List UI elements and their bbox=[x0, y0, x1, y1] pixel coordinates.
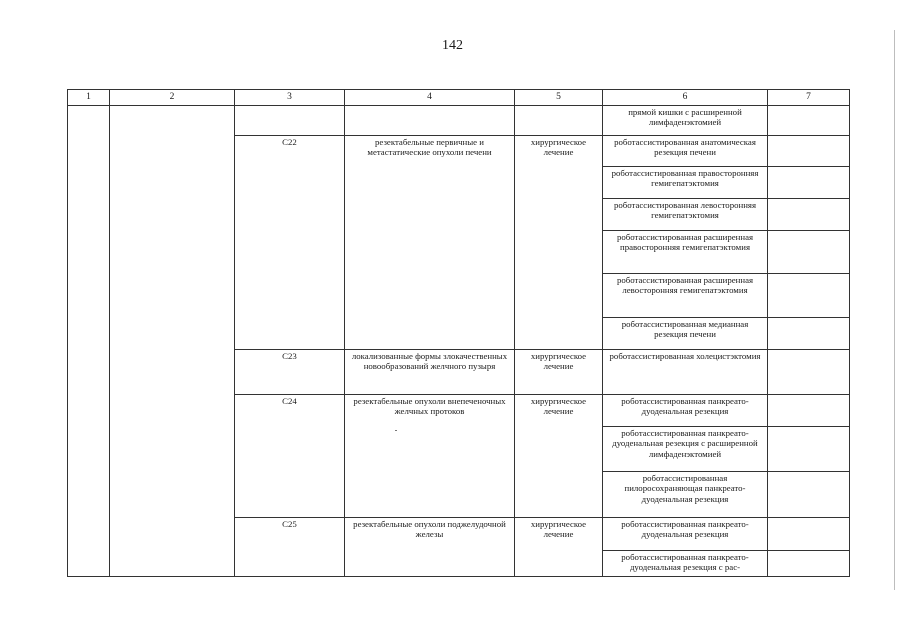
treatment-cell: хирургическое лечение bbox=[515, 395, 603, 518]
procedure-cell: роботассистированная панкреато-дуоденальная резекция с расширенной лимфаденэктомией bbox=[603, 427, 768, 472]
header-cell-4: 4 bbox=[345, 90, 515, 106]
code-cell: C22 bbox=[235, 136, 345, 350]
procedure-cell: роботассистированная панкреато-дуоденальная резекция bbox=[603, 518, 768, 551]
procedure-cell: роботассистированная правосторонняя гемигепатэктомия bbox=[603, 167, 768, 199]
medical-care-table bbox=[67, 89, 850, 577]
procedure-cell: роботассистированная анатомическая резекция печени bbox=[603, 136, 768, 167]
col1-cell bbox=[68, 106, 110, 577]
header-cell-2: 2 bbox=[110, 90, 235, 106]
col7-cell bbox=[768, 136, 850, 167]
condition-cell bbox=[345, 106, 515, 136]
condition-cell: резектабельные первичные и метастатические опухоли печени bbox=[345, 136, 515, 350]
procedure-cell: роботассистированная холецистэктомия bbox=[603, 350, 768, 395]
col7-cell bbox=[768, 472, 850, 518]
condition-cell: локализованные формы злокачественных новообразований желчного пузыря bbox=[345, 350, 515, 395]
col2-cell bbox=[110, 106, 235, 577]
header-cell-7: 7 bbox=[768, 90, 850, 106]
procedure-cell: прямой кишки с расширенной лимфаденэктомией bbox=[603, 106, 768, 136]
col7-cell bbox=[768, 274, 850, 318]
header-cell-5: 5 bbox=[515, 90, 603, 106]
header-cell-6: 6 bbox=[603, 90, 768, 106]
col7-cell bbox=[768, 551, 850, 577]
col7-cell bbox=[768, 318, 850, 350]
treatment-cell: хирургическое лечение bbox=[515, 350, 603, 395]
header-cell-3: 3 bbox=[235, 90, 345, 106]
procedure-cell: роботассистированная пилоросохраняющая панкреато-дуоденальная резекция bbox=[603, 472, 768, 518]
procedure-cell: роботассистированная левосторонняя гемигепатэктомия bbox=[603, 199, 768, 231]
scan-edge-mark bbox=[894, 30, 895, 590]
code-cell: C24 bbox=[235, 395, 345, 518]
condition-cell: резектабельные опухоли поджелудочной железы bbox=[345, 518, 515, 577]
procedure-cell: роботассистированная расширенная правосторонняя гемигепатэктомия bbox=[603, 231, 768, 274]
table-body bbox=[68, 90, 850, 577]
col7-cell bbox=[768, 167, 850, 199]
col7-cell bbox=[768, 427, 850, 472]
procedure-cell: роботассистированная расширенная левосторонняя гемигепатэктомия bbox=[603, 274, 768, 318]
treatment-cell: хирургическое лечение bbox=[515, 136, 603, 350]
code-cell bbox=[235, 106, 345, 136]
table-row bbox=[68, 106, 850, 136]
col7-cell bbox=[768, 395, 850, 427]
col7-cell bbox=[768, 518, 850, 551]
condition-cell: резектабельные опухоли внепеченочных желчных протоков bbox=[345, 395, 515, 518]
code-cell: C25 bbox=[235, 518, 345, 577]
header-row bbox=[68, 90, 850, 106]
col7-cell bbox=[768, 231, 850, 274]
header-cell-1: 1 bbox=[68, 90, 110, 106]
page-number: 142 bbox=[442, 38, 463, 53]
procedure-cell: роботассистированная панкреато-дуоденальная резекция bbox=[603, 395, 768, 427]
treatment-cell bbox=[515, 106, 603, 136]
col7-cell bbox=[768, 106, 850, 136]
treatment-cell: хирургическое лечение bbox=[515, 518, 603, 577]
col7-cell bbox=[768, 350, 850, 395]
code-cell: C23 bbox=[235, 350, 345, 395]
procedure-cell: роботассистированная панкреато-дуоденальная резекция с рас- bbox=[603, 551, 768, 577]
procedure-cell: роботассистированная медианная резекция печени bbox=[603, 318, 768, 350]
col7-cell bbox=[768, 199, 850, 231]
